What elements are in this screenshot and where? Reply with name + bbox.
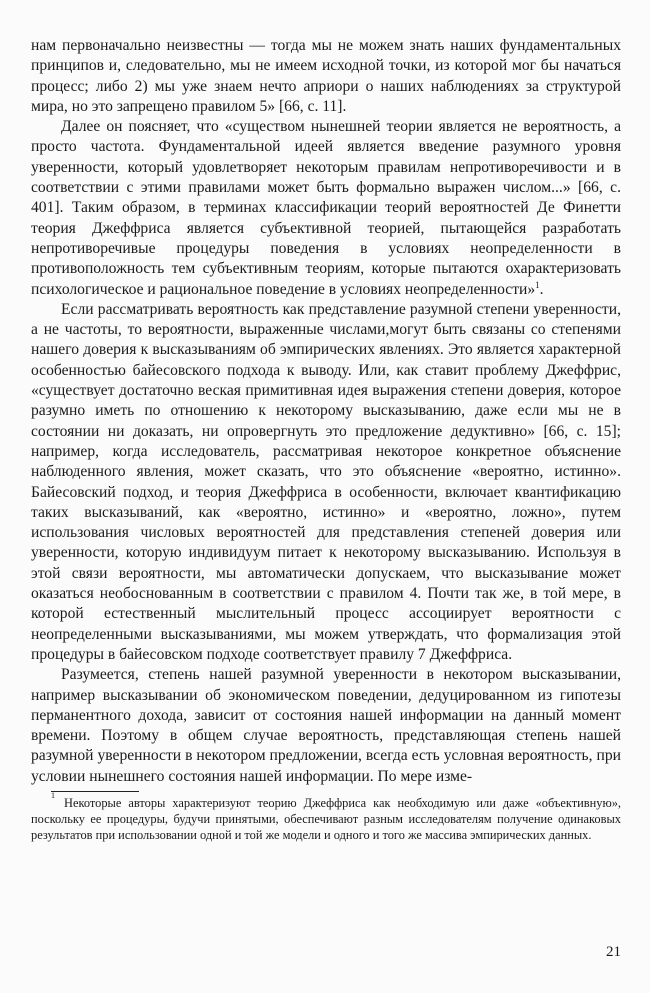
book-page xyxy=(31,36,621,960)
footnote xyxy=(31,790,621,843)
paragraph-1: нам первоначально неизвестны — тогда мы не можем знать наших фундаментальных принципов и, следовательно, мы не имеем исходной точки, из которой мог бы начаться процесс; либо 2) мы уже знаем нечто априори о наших наблюдениях за структурой мира, но это запрещено правилом 5» [66, с. 11]. xyxy=(31,37,621,115)
paragraph-2: Далее он поясняет, что «существом нынешней теории является не вероятность, а просто частота. Фундаментальной идеей является введение разумного уровня уверенности, который удовлетворяет некоторым правилам непротиворечивости и в соответствии с этими правилами может быть формально выражен числом...» [66, с. 401]. Таким образом, в терминах классификации теорий вероятностей Де Финетти теория Джеффриса является субъективной теорией, пытающейся разработать непротиворечивые процедуры поведения в условиях неопределенности в противоположность тем субъективным теориям, которые пытаются охарактеризовать психологическое и рациональное поведение в условиях неопределенности»$^1$. xyxy=(31,118,621,298)
main-text xyxy=(31,36,621,787)
paragraph-3: Если рассматривать вероятность как представление разумной степени уверенности, а не частоты, то вероятности, выраженные числами,могут быть связаны со степенями нашего доверия к высказываниям об эмпирических явлениях. Это является характерной особенностью байесовского подхода к выводу. Или, как ставит проблему Джеффрис, «существует достаточно веская примитивная идея выражения степени доверия, которое разумно иметь по отношению к некоторому высказыванию, даже если мы не в состоянии ни доказать, ни опровергнуть это предложение дедуктивно» [66, с. 15]; например, когда исследователь, рассматривая некоторое конкретное объяснение наблюденного явления, может сказать, что это объяснение «вероятно, истинно». Байесовский подход, и теория Джеффриса в особенности, включает квантификацию таких высказываний, как «вероятно, истинно» и «вероятно, ложно», путем использования числовых вероятностей для представления степеней доверия или уверенности, которую индивидуум питает к некоторому высказыванию. Используя в этой связи вероятности, мы автоматически допускаем, что высказывание может оказаться необоснованным в соответствии с правилом 4. Почти так же, в той мере, в которой естественный мыслительный процесс ассоциирует вероятности с неопределенными высказываниями, мы можем утверждать, что формализация этой процедуры в байесовском подходе соответствует правилу 7 Джеффриса. xyxy=(31,300,621,663)
page-number: 21 xyxy=(606,944,621,960)
footnote-divider xyxy=(51,791,139,792)
footnote-mark: 1 xyxy=(51,790,55,800)
paragraph-4: Разумеется, степень нашей разумной уверенности в некотором высказывании, например высказывании об экономическом поведении, дедуцированном из гипотезы перманентного дохода, зависит от состояния нашей информации на данный момент времени. Поэтому в общем случае вероятность, представляющая степень нашей разумной уверенности в некотором предложении, всегда есть условная вероятность, при условии нынешнего состояния нашей информации. По мере изме- xyxy=(31,666,621,785)
paragraph-2-text: Далее он поясняет, что «существом нынешней теории является не вероятность, а просто частота. Фундаментальной идеей является введение разумного уровня уверенности, который удовлетворяет некоторым правилам непротиворечивости и в соответствии с этими правилами может быть формально выражен числом...» [66, с. 401]. Таким образом, в терминах классификации теорий вероятностей Де Финетти теория Джеффриса является субъективной теорией, пытающейся разработать непротиворечивые процедуры поведения в условиях неопределенности в противоположность тем субъективным теориям, которые пытаются охарактеризовать психологическое и рациональное поведение в условиях неопределенности» xyxy=(31,118,621,298)
footnote-text: Некоторые авторы характеризуют теорию Джеффриса как необходимую или даже «объективную», поскольку ее процедуры, будучи принятыми, обеспечивают разным исследователям получение одинаковых результатов при использовании одной и той же модели и одного и того же массива эмпирических данных. xyxy=(31,795,621,842)
footnote-reference: 1 xyxy=(535,279,540,290)
